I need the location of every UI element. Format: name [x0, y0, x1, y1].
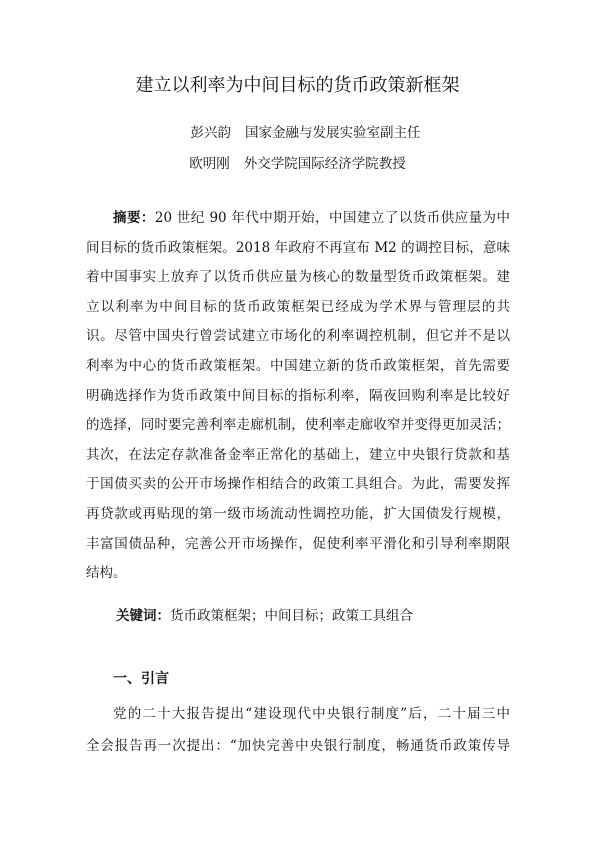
- abstract-line: 于国债买卖的公开市场操作相结合的政策工具组合。为此，需要发挥: [86, 476, 510, 493]
- abstract-line: 的选择，同时要完善利率走廊机制，使利率走廊收窄并变得更加灵活；: [86, 417, 510, 434]
- abstract-line: 再贷款或再贴现的第一级市场流动性调控功能，扩大国债发行规模，: [86, 505, 510, 522]
- intro-line: 全会报告再一次提出：“加快完善中央银行制度，畅通货币政策传导: [86, 738, 510, 754]
- abstract-line: 其次，在法定存款准备金率正常化的基础上，建立中央银行贷款和基: [86, 446, 510, 463]
- abstract-line: 结构。: [86, 565, 127, 582]
- keywords-text: 货币政策框架；中间目标；政策工具组合: [170, 608, 413, 624]
- intro-line: 党的二十大报告提出“建设现代中央银行制度”后，二十届三中: [113, 706, 510, 722]
- abstract-line: 着中国事实上放弃了以货币供应量为核心的数量型货币政策框架。建: [86, 269, 510, 286]
- author-name: 彭兴韵: [190, 125, 231, 141]
- author-line-1: [8, 124, 595, 142]
- abstract-line: 识。尽管中国央行曾尝试建立市场化的利率调控机制，但它并不是以: [86, 328, 510, 345]
- keywords-label: 关键词：: [116, 608, 170, 624]
- intro-paragraph: [86, 698, 510, 762]
- abstract-line: 明确选择作为货币政策中间目标的指标利率，隔夜回购利率是比较好: [86, 387, 510, 404]
- abstract-line: 立以利率为中间目标的货币政策框架已经成为学术界与管理层的共: [86, 298, 510, 315]
- abstract-line: 利率为中心的货币政策框架。中国建立新的货币政策框架，首先需要: [86, 357, 510, 374]
- abstract: [86, 204, 510, 589]
- paper-title: 建立以利率为中间目标的货币政策新框架: [135, 75, 460, 96]
- abstract-line: 摘要：20 世纪 90 年代中期开始，中国建立了以货币供应量为中: [113, 210, 510, 226]
- abstract-line: 间目标的货币政策框架。2018 年政府不再宣布 M2 的调控目标，意味: [86, 239, 510, 256]
- section-heading: 一、引言: [113, 671, 169, 687]
- author-affiliation: 外交学院国际经济学院教授: [243, 156, 406, 172]
- author-affiliation: 国家金融与发展实验室副主任: [245, 125, 421, 141]
- author-line-2: [0, 155, 595, 173]
- abstract-label: 摘要：: [113, 210, 155, 226]
- abstract-line: 丰富国债品种，完善公开市场操作，促使利率平滑化和引导利率期限: [86, 535, 510, 552]
- author-name: 欧明刚: [189, 156, 230, 172]
- keywords: [86, 606, 510, 626]
